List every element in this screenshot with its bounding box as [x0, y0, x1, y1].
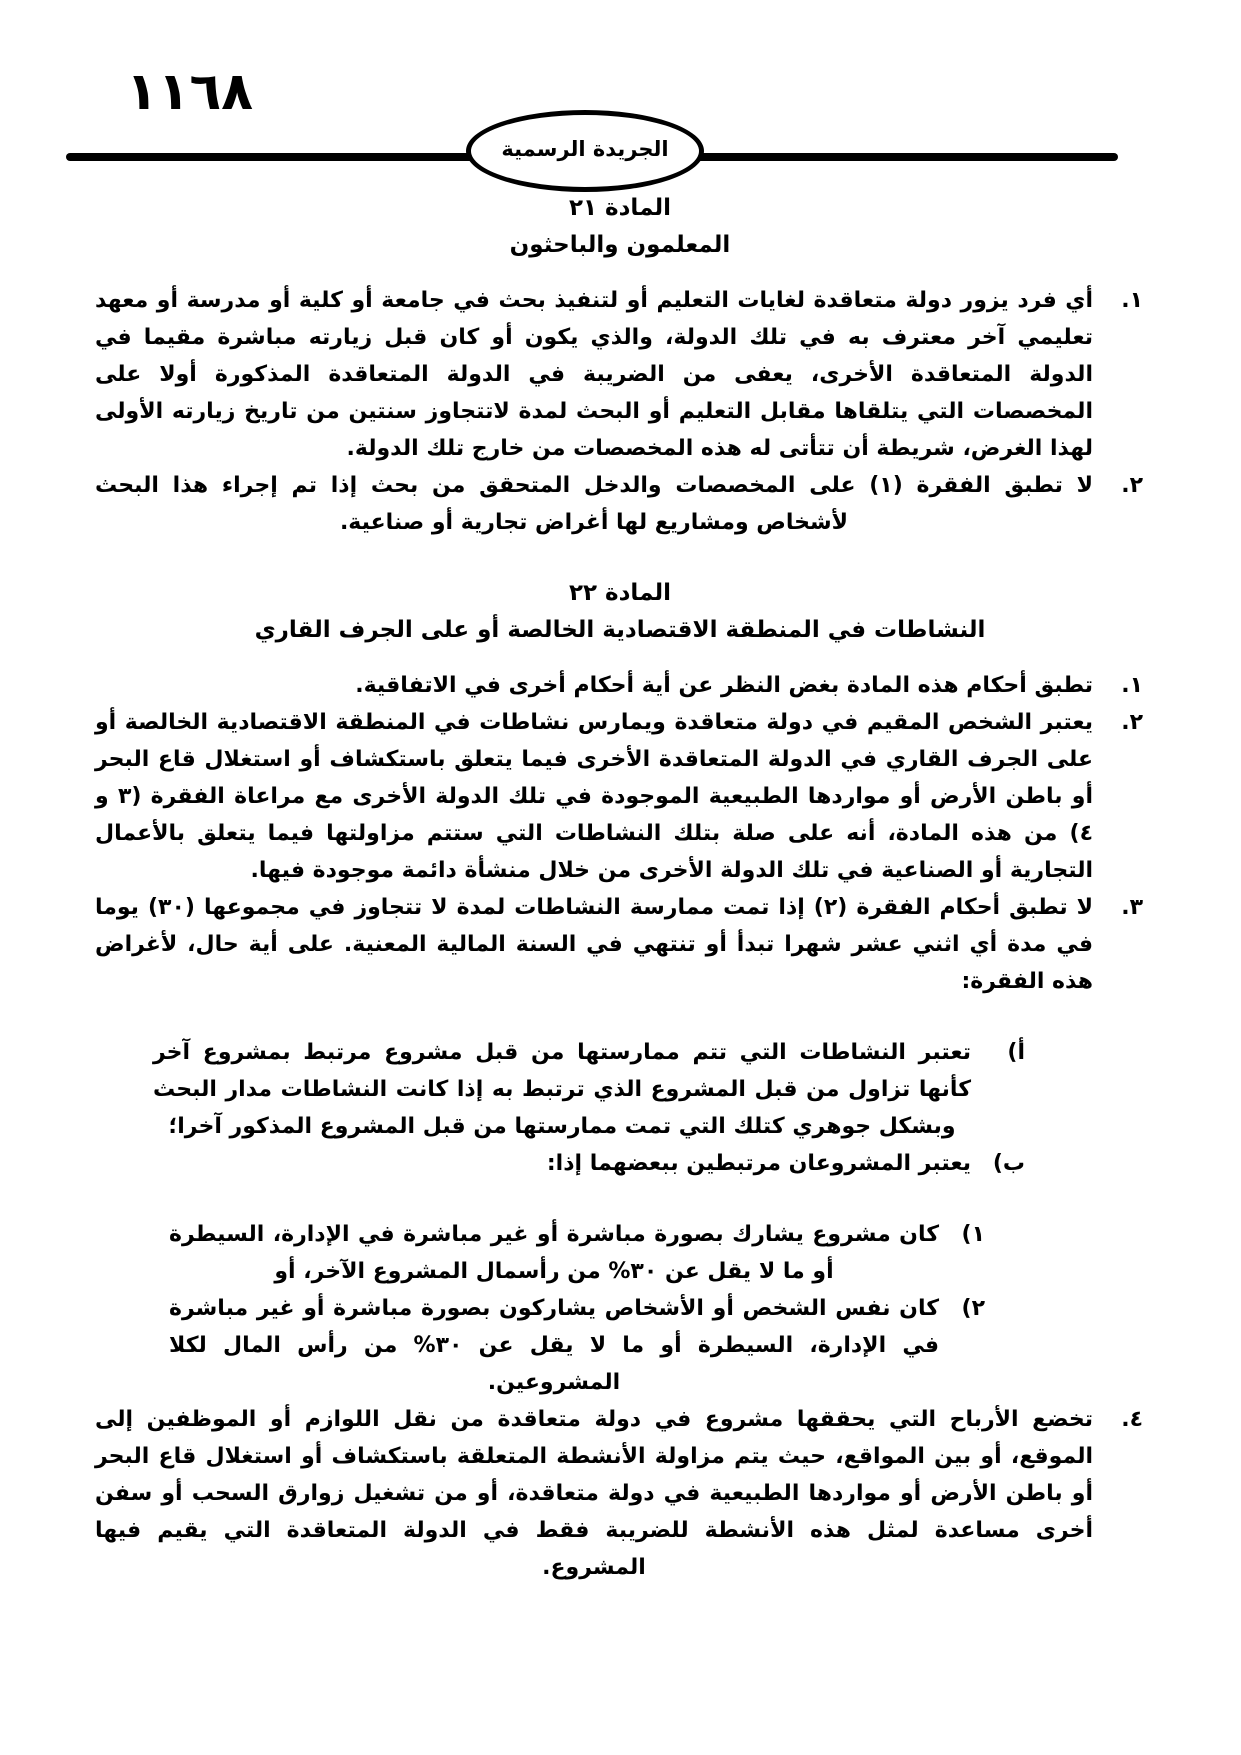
article-items — [95, 667, 1145, 1586]
article-item — [95, 889, 1145, 1000]
item-text: يعتبر المشروعان مرتبطين ببعضهما إذا: — [546, 1151, 971, 1176]
item-text: تطبق أحكام هذه المادة بغض النظر عن أية أحكام أخرى في الاتفاقية. — [355, 673, 1093, 698]
page-number: ١١٦٨ — [126, 62, 253, 122]
gazette-title-oval — [466, 110, 704, 192]
article-title: المعلمون والباحثون — [509, 232, 731, 258]
article-items — [95, 282, 1145, 541]
article-number: المادة ٢١ — [568, 195, 672, 221]
item-marker: ١. — [1121, 288, 1143, 313]
articles-root — [95, 190, 1145, 1586]
item-marker: ١) — [961, 1222, 985, 1247]
article-item — [95, 704, 1145, 889]
article-item — [95, 467, 1145, 541]
article-section — [95, 190, 1145, 541]
article-item — [95, 667, 1145, 704]
item-text: تخضع الأرباح التي يحققها مشروع في دولة متعاقدة من نقل اللوازم أو الموظفين إلى الموقع، أو بين المواقع، حيث يتم مزاولة الأنشطة المتعلقة باستكشاف أو استغلال قاع البحر أو باطن الأرض أو مواردها الطبيعية في دولة متعاقدة، أو من تشغيل زوارق السحب أو سفن أخرى مساعدة لمثل هذه الأنشطة للضريبة فقط في الدولة المتعاقدة التي يقيم فيها المشروع. — [95, 1407, 1093, 1580]
article-number: المادة ٢٢ — [568, 580, 672, 606]
item-marker: ٢) — [961, 1296, 985, 1321]
item-marker: ٢. — [1121, 473, 1143, 498]
article-item — [169, 1216, 987, 1290]
article-item — [169, 1290, 987, 1401]
item-text: كان مشروع يشارك بصورة مباشرة أو غير مباشرة في الإدارة، السيطرة أو ما لا يقل عن ٣٠% من رأسمال المشروع الآخر، أو — [169, 1222, 939, 1284]
article-item — [95, 282, 1145, 467]
item-marker: ٤. — [1121, 1407, 1143, 1432]
article-item — [153, 1034, 1027, 1145]
article-section — [95, 575, 1145, 1586]
item-text: يعتبر الشخص المقيم في دولة متعاقدة ويمارس نشاطات في المنطقة الاقتصادية الخالصة أو على الجرف القاري في الدولة المتعاقدة الأخرى فيما يتعلق باستكشاف أو استغلال قاع البحر أو باطن الأرض أو مواردها الطبيعية الموجودة في تلك الدولة الأخرى مع مراعاة الفقرة (٣ و ٤) من هذه المادة، أنه على صلة بتلك النشاطات التي ستتم مزاولتها فيما يتعلق بالأعمال التجارية أو الصناعية في تلك الدولة الأخرى من خلال منشأة دائمة موجودة فيها. — [95, 710, 1093, 883]
item-text: كان نفس الشخص أو الأشخاص يشاركون بصورة مباشرة أو غير مباشرة في الإدارة، السيطرة أو ما لا يقل عن ٣٠% من رأس المال لكلا المشروعين. — [169, 1296, 939, 1395]
article-title: النشاطات في المنطقة الاقتصادية الخالصة أو على الجرف القاري — [254, 617, 986, 643]
item-text: لا تطبق أحكام الفقرة (٢) إذا تمت ممارسة النشاطات لمدة لا تتجاوز في مجموعها (٣٠) يوما في مدة أي اثني عشر شهرا تبدأ أو تنتهي في السنة المالية المعنية. على أية حال، لأغراض هذه الفقرة: — [95, 895, 1094, 994]
item-marker: ١. — [1121, 673, 1143, 698]
gazette-title: الجريدة الرسمية — [501, 137, 669, 161]
item-text: لا تطبق الفقرة (١) على المخصصات والدخل المتحقق من بحث إذا تم إجراء هذا البحث لأشخاص ومشاريع لها أغراض تجارية أو صناعية. — [95, 473, 1093, 535]
article-item — [153, 1145, 1027, 1182]
item-marker: أ) — [1007, 1040, 1025, 1065]
item-text: أي فرد يزور دولة متعاقدة لغايات التعليم أو لتنفيذ بحث في جامعة أو كلية أو مدرسة أو معهد تعليمي آخر معترف به في تلك الدولة، والذي يكون أو كان قبل زيارته مباشرة مقيما في الدولة المتعاقدة الأخرى، يعفى من الضريبة في الدولة المتعاقدة المذكورة أولا على المخصصات التي يتلقاها مقابل التعليم أو البحث لمدة لاتتجاوز سنتين من تاريخ زيارته الأولى لهذا الغرض، شريطة أن تتأتى له هذه المخصصات من خارج تلك الدولة. — [95, 288, 1093, 461]
item-text: تعتبر النشاطات التي تتم ممارستها من قبل مشروع مرتبط بمشروع آخر كأنها تزاول من قبل المشروع الذي ترتبط به إذا كانت النشاطات مدار البحث وبشكل جوهري كتلك التي تمت ممارستها من قبل المشروع المذكور آخرا؛ — [153, 1040, 971, 1139]
article-item — [95, 1401, 1145, 1586]
item-marker: ٢. — [1121, 710, 1143, 735]
item-marker: ب) — [992, 1151, 1025, 1176]
item-marker: ٣. — [1121, 895, 1143, 920]
